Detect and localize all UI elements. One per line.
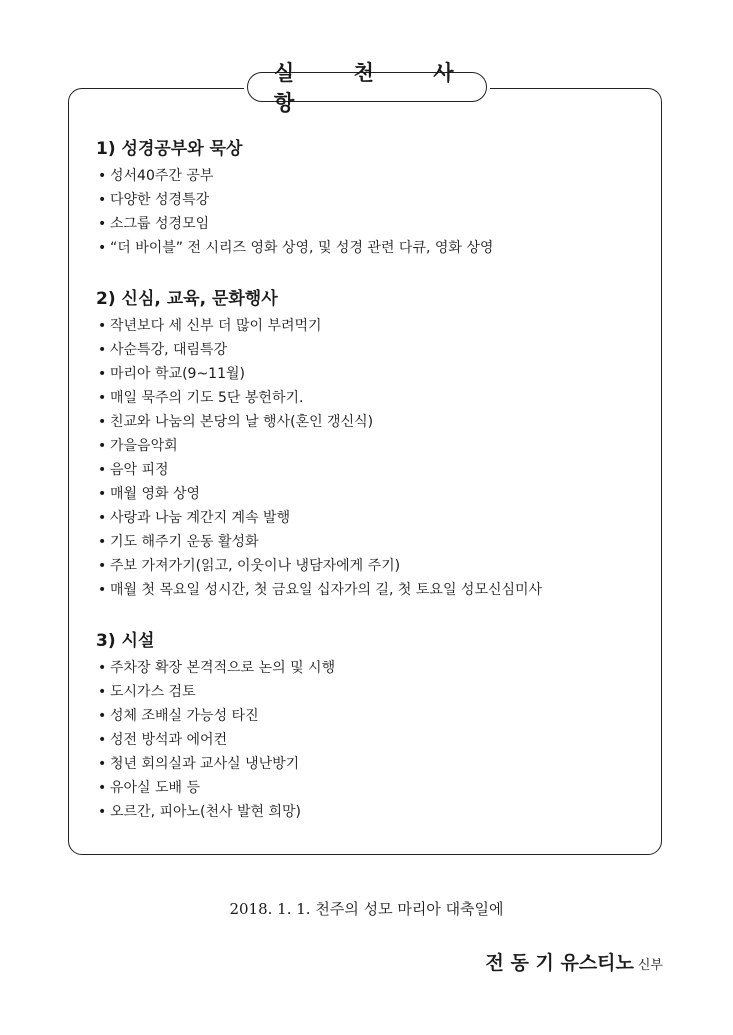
list-item [96, 506, 646, 530]
list-item [96, 410, 646, 434]
signature-role: 신부 [637, 958, 663, 973]
list-item-text: “더 바이블” 전 시리즈 영화 상영, 및 성경 관련 다큐, 영화 상영 [110, 240, 494, 256]
bullet-icon: • [98, 756, 107, 772]
list-item [96, 434, 646, 458]
list-item [96, 188, 646, 212]
list-item [96, 362, 646, 386]
bullet-icon: • [98, 318, 107, 334]
section-heading: 1) 성경공부와 묵상 [96, 139, 243, 159]
list-item [96, 800, 646, 824]
list-item-text: 성서40주간 공부 [110, 168, 214, 184]
list-item-text: 소그룹 성경모임 [110, 216, 210, 232]
bullet-icon: • [98, 780, 107, 796]
section-heading: 3) 시설 [96, 631, 155, 651]
list-item [96, 386, 646, 410]
list-item [96, 338, 646, 362]
page-title: 실 천 사 항 [247, 72, 487, 102]
bullet-icon: • [98, 510, 107, 526]
title-banner [244, 61, 490, 115]
list-item [96, 776, 646, 800]
bullet-icon: • [98, 438, 107, 454]
list-item-text: 작년보다 세 신부 더 많이 부려먹기 [110, 318, 322, 334]
bullet-icon: • [98, 366, 107, 382]
item-list [96, 314, 646, 602]
bullet-icon: • [98, 486, 107, 502]
list-item-text: 사랑과 나눔 계간지 계속 발행 [110, 510, 291, 526]
list-item-text: 매월 첫 목요일 성시간, 첫 금요일 십자가의 길, 첫 토요일 성모신심미사 [110, 582, 543, 598]
list-item [96, 656, 646, 680]
bullet-icon: • [98, 660, 107, 676]
list-item-text: 성전 방석과 에어컨 [110, 732, 228, 748]
bullet-icon: • [98, 342, 107, 358]
list-item-text: 친교와 나눔의 본당의 날 행사(혼인 갱신식) [110, 414, 374, 430]
bullet-icon: • [98, 390, 107, 406]
bullet-icon: • [98, 192, 107, 208]
bullet-icon: • [98, 804, 107, 820]
content-area [96, 134, 646, 848]
item-list [96, 164, 646, 260]
list-item-text: 음악 피정 [110, 462, 169, 478]
signature-name: 전 동 기 유스티노 [485, 952, 634, 974]
list-item-text: 도시가스 검토 [110, 684, 196, 700]
list-item-text: 매일 묵주의 기도 5단 봉헌하기. [110, 390, 304, 406]
bullet-icon: • [98, 240, 107, 256]
footer-date: 2018. 1. 1. 천주의 성모 마리아 대축일에 [229, 900, 504, 918]
item-list [96, 656, 646, 824]
list-item-text: 기도 해주기 운동 활성화 [110, 534, 259, 550]
bullet-icon: • [98, 414, 107, 430]
bullet-icon: • [98, 534, 107, 550]
list-item-text: 주차장 확장 본격적으로 논의 및 시행 [110, 660, 336, 676]
bullet-icon: • [98, 732, 107, 748]
section-facilities [96, 626, 646, 824]
list-item [96, 554, 646, 578]
list-item [96, 164, 646, 188]
bullet-icon: • [98, 216, 107, 232]
list-item [96, 752, 646, 776]
list-item [96, 704, 646, 728]
list-item [96, 458, 646, 482]
list-item [96, 314, 646, 338]
list-item [96, 482, 646, 506]
bullet-icon: • [98, 168, 107, 184]
list-item-text: 가을음악회 [110, 438, 178, 454]
list-item-text: 사순특강, 대림특강 [110, 342, 228, 358]
section-heading: 2) 신심, 교육, 문화행사 [96, 289, 278, 309]
list-item-text: 다양한 성경특강 [110, 192, 210, 208]
list-item-text: 오르간, 피아노(천사 발현 희망) [110, 804, 302, 820]
list-item [96, 212, 646, 236]
list-item [96, 680, 646, 704]
signature [486, 948, 663, 975]
list-item [96, 530, 646, 554]
section-study [96, 134, 646, 260]
bullet-icon: • [98, 684, 107, 700]
list-item-text: 유아실 도배 등 [110, 780, 201, 796]
bullet-icon: • [98, 462, 107, 478]
list-item [96, 236, 646, 260]
list-item-text: 주보 가져가기(읽고, 이웃이나 냉담자에게 주기) [110, 558, 401, 574]
list-item-text: 성체 조배실 가능성 타진 [110, 708, 259, 724]
list-item-text: 청년 회의실과 교사실 냉난방기 [110, 756, 300, 772]
list-item [96, 578, 646, 602]
list-item [96, 728, 646, 752]
section-events [96, 284, 646, 602]
bullet-icon: • [98, 558, 107, 574]
list-item-text: 마리아 학교(9~11월) [110, 366, 245, 382]
bullet-icon: • [98, 708, 107, 724]
bullet-icon: • [98, 582, 107, 598]
list-item-text: 매월 영화 상영 [110, 486, 201, 502]
